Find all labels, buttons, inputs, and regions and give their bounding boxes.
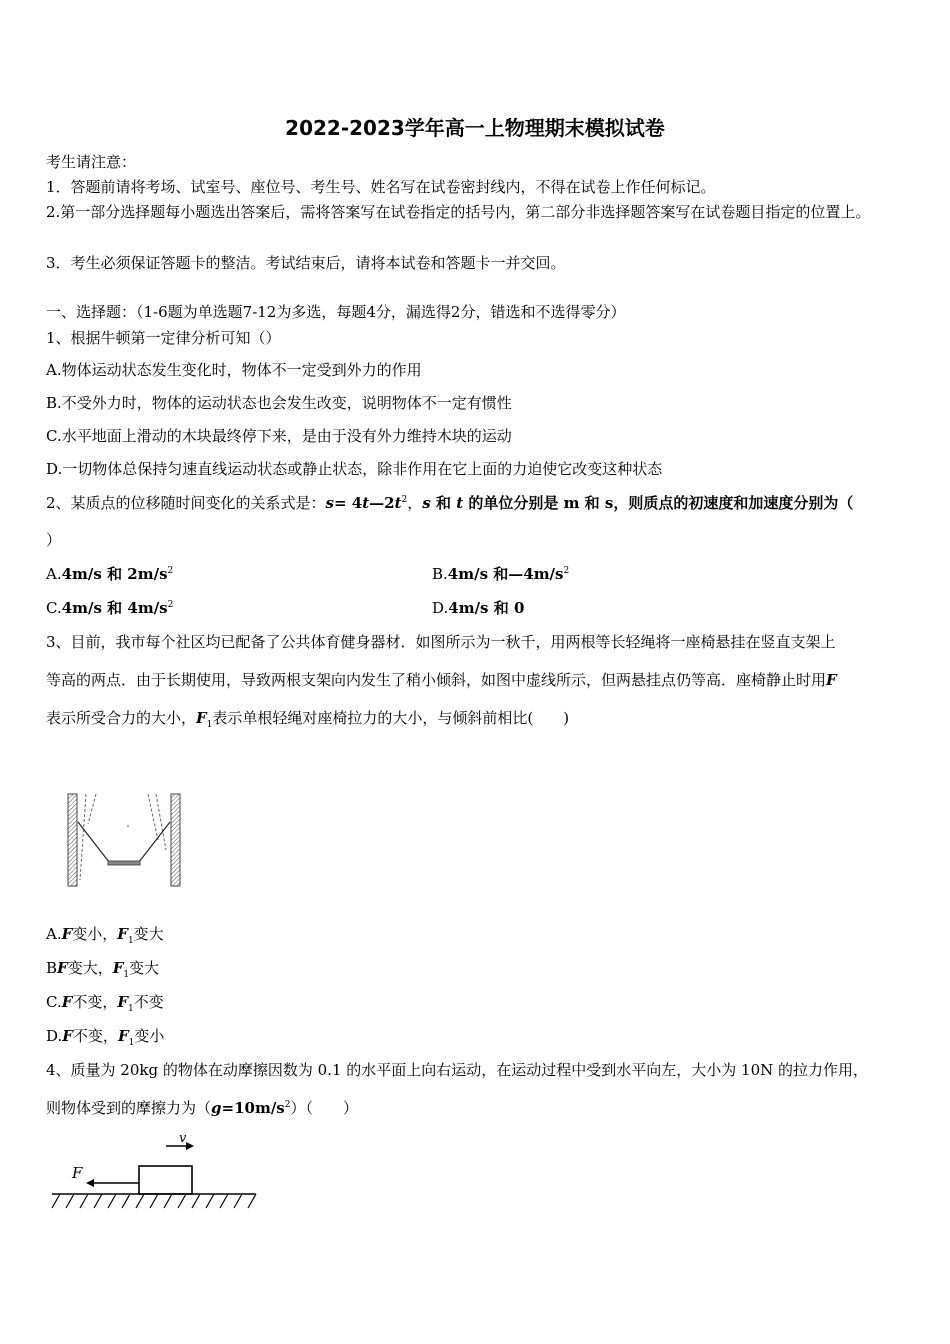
q2-stem-suffix: 的单位分别是 m 和 s，则质点的初速度和加速度分别为（ [463, 494, 854, 512]
q3-option-b-text2: 变大 [129, 959, 160, 977]
q3-line-3 [46, 708, 569, 728]
q2-option-a-exp: 2 [167, 566, 174, 576]
q1-option-d: D.一切物体总保持匀速直线运动状态或静止状态，除非作用在它上面的力迫使它改变这种状态 [46, 460, 663, 478]
q4-line-2b: =10m/s [221, 1099, 285, 1117]
q2-option-a-label: A. [46, 565, 62, 583]
q4-line-2a: 则物体受到的摩擦力为（ [46, 1099, 212, 1117]
notice-item-3: 3．考生必须保证答题卡的整洁。考试结束后，请将本试卷和答题卡一并交回。 [46, 254, 566, 272]
q3-option-d-text2: 变小 [134, 1027, 165, 1045]
q3-option-a [46, 924, 164, 944]
q3-option-d-label: D. [46, 1027, 63, 1045]
q2-eq-t: t [362, 494, 370, 512]
q3-option-c-f: F [61, 993, 73, 1011]
q2-and: 和 [430, 494, 457, 512]
q2-option-c-exp: 2 [167, 600, 174, 610]
q1-option-c: C.水平地面上滑动的木块最终停下来，是由于没有外力维持木块的运动 [46, 427, 512, 445]
q1-option-a: A.物体运动状态发生变化时，物体不一定受到外力的作用 [46, 361, 422, 379]
left-tilted-support-2 [88, 794, 96, 824]
q2-option-d-label: D. [432, 599, 449, 617]
q4-line-1: 4、质量为 20kg 的物体在动摩擦因数为 0.1 的水平面上向右运动，在运动过程中受到水平向左，大小为 10N 的拉力作用， [46, 1061, 869, 1079]
q3-option-b-f1: F [112, 959, 124, 977]
v-arrowhead [186, 1142, 194, 1150]
q3-option-b-sub: 1 [123, 970, 130, 980]
q2-option-c-label: C. [46, 599, 62, 617]
block [139, 1166, 192, 1194]
q3-line-3b: 表示单根轻绳对座椅拉力的大小，与倾斜前相比( ) [212, 709, 570, 727]
q2-comma: ， [407, 494, 423, 512]
q2-option-a-text: 4m/s 和 2m/s [61, 565, 168, 583]
q4-exp: 2 [284, 1100, 291, 1110]
q2-close: ） [46, 531, 62, 549]
swing-seat [108, 861, 140, 865]
page-title: 2022-2023学年高一上物理期末模拟试卷 [285, 116, 665, 140]
f-label: F [72, 1164, 83, 1182]
q3-option-c-label: C. [46, 993, 62, 1011]
swing-figure [60, 790, 190, 890]
q2-stem [46, 493, 853, 513]
q2-option-b-exp: 2 [563, 566, 570, 576]
q2-eq-exp: 2 [401, 495, 408, 505]
notice-heading: 考生请注意： [46, 153, 137, 171]
q3-line-1: 3、目前，我市每个社区均已配备了公共体育健身器材．如图所示为一秋千，用两根等长轻绳将一座椅悬挂在竖直支架上 [46, 633, 836, 651]
center-mark [127, 825, 129, 827]
q2-option-d-text: 4m/s 和 0 [448, 599, 525, 617]
q3-option-d-text1: 不变， [72, 1027, 118, 1045]
notice-item-1: 1．答题前请将考场、试室号、座位号、考生号、姓名写在试卷密封线内，不得在试卷上作任何标记。 [46, 178, 716, 196]
q3-option-c-f1: F [117, 993, 129, 1011]
q3-option-d [46, 1026, 164, 1046]
q2-option-b-label: B. [432, 565, 448, 583]
q2-option-a [46, 564, 173, 584]
q2-stem-prefix: 2、某质点的位移随时间变化的关系式是： [46, 494, 326, 512]
q3-option-b-f: F [57, 959, 68, 977]
q3-var-f1-sub: 1 [206, 720, 213, 730]
q2-t-var: t [456, 494, 464, 512]
right-support [171, 794, 180, 886]
left-support [68, 794, 77, 886]
q3-line-2 [46, 670, 837, 690]
q2-eq-mid: = 4 [334, 494, 363, 512]
q2-option-c [46, 598, 173, 618]
left-tilted-support [80, 794, 86, 880]
q3-option-a-text1: 变小， [72, 925, 118, 943]
q3-var-f: F [826, 671, 837, 689]
q2-option-d [432, 598, 524, 618]
q3-option-a-label: A. [46, 925, 62, 943]
q1-option-b: B.不受外力时，物体的运动状态也会发生改变，说明物体不一定有惯性 [46, 394, 512, 412]
q2-s-var: s [422, 494, 431, 512]
q3-option-a-f: F [61, 925, 73, 943]
q3-option-b-text1: 变大， [67, 959, 113, 977]
q3-option-c-text1: 不变， [72, 993, 118, 1011]
q2-option-b [432, 564, 569, 584]
q3-option-c-text2: 不变 [133, 993, 164, 1011]
q3-var-f1: F [196, 709, 207, 727]
q3-option-b-label: B [46, 959, 58, 977]
q3-option-b [46, 958, 159, 978]
q3-option-d-f: F [62, 1027, 73, 1045]
right-tilted-support-2 [156, 794, 166, 850]
q4-line-2 [46, 1098, 358, 1118]
q4-var-g: g [211, 1099, 222, 1117]
notice-item-2: 2.第一部分选择题每小题选出答案后，需将答案写在试卷指定的括号内，第二部分非选择题答案写在试卷题目指定的位置上。 [46, 203, 871, 221]
v-label: v [179, 1131, 187, 1146]
f-arrowhead [86, 1179, 94, 1187]
q3-option-d-f1: F [117, 1027, 129, 1045]
q2-eq-minus: —2 [369, 494, 395, 512]
block-figure [48, 1128, 263, 1210]
q3-option-c-sub: 1 [128, 1004, 134, 1014]
q2-option-c-text: 4m/s 和 4m/s [61, 599, 168, 617]
q3-option-d-sub: 1 [128, 1038, 135, 1048]
q3-option-a-text2: 变大 [133, 925, 164, 943]
ground-hatch [52, 1194, 256, 1208]
q3-line-2-text: 等高的两点．由于长期使用，导致两根支架向内发生了稍小倾斜，如图中虚线所示，但两悬挂点仍等高．座椅静止时用 [46, 671, 827, 689]
q3-line-3a: 表示所受合力的大小， [46, 709, 197, 727]
q3-option-a-f1: F [117, 925, 128, 943]
q2-eq-s: s [325, 494, 334, 512]
left-rope [78, 822, 109, 862]
q3-option-c [46, 992, 164, 1012]
q2-eq-t2: t [394, 494, 402, 512]
section-heading: 一、选择题：（1-6题为单选题7-12为多选，每题4分，漏选得2分，错选和不选得零分） [46, 303, 626, 321]
q1-stem: 1、根据牛顿第一定律分析可知（） [46, 329, 281, 347]
right-tilted-support [148, 794, 158, 840]
q2-option-b-text: 4m/s 和—4m/s [447, 565, 564, 583]
q3-option-a-sub: 1 [127, 936, 134, 946]
right-rope [139, 822, 170, 862]
q4-line-2c: ）（ ） [290, 1099, 359, 1117]
